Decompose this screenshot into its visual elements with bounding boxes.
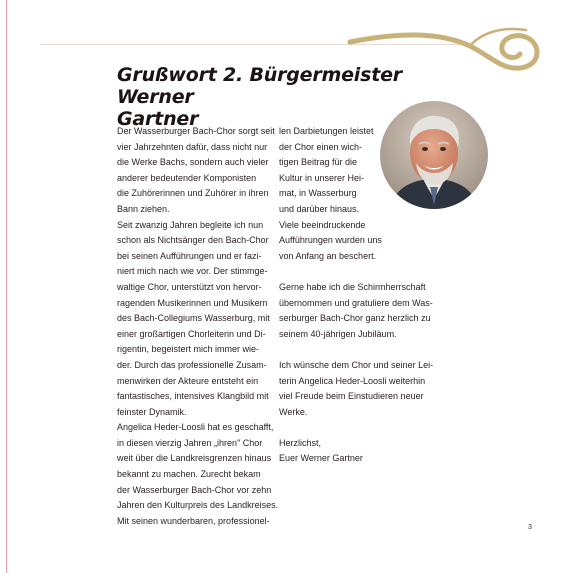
page-number: 3 (528, 524, 532, 531)
text-line: der Chor einen wich- (279, 141, 363, 152)
text-line: ragenden Musikerinnen und Musikern (117, 297, 268, 308)
text-line: waltige Chor, unterstützt von hervor- (117, 281, 262, 292)
text-line: die Werke Bachs, sondern auch vieler (117, 157, 269, 168)
text-line: von Anfang an beschert. (279, 250, 377, 261)
text-line: bekannt zu machen. Zurecht bekam (117, 469, 261, 480)
text-line: der. Durch das professionelle Zusam- (117, 359, 267, 370)
text-line: Kultur in unserer Hei- (279, 172, 365, 183)
text-line: und darüber hinaus. (279, 203, 360, 214)
text-line: Jahren den Kulturpreis des Landkreises. (117, 500, 279, 511)
text-line: Seit zwanzig Jahren begleite ich nun (117, 219, 264, 230)
paragraph-gap (279, 420, 429, 436)
title-line-2: Gartner (117, 108, 199, 130)
text-line: übernommen und gratuliere dem Was- (279, 297, 433, 308)
text-line: in diesen vierzig Jahren „ihren" Chor (117, 437, 263, 448)
text-line: des Bach-Collegiums Wasserburg, mit (117, 313, 270, 324)
text-line: Angelica Heder-Loosli hat es geschafft, (117, 422, 274, 433)
text-line: bei seinen Aufführungen und er fazi- (117, 250, 262, 261)
text-line: feinster Dynamik. (117, 406, 187, 417)
text-line: mat, in Wasserburg (279, 188, 357, 199)
portrait-photo (380, 101, 488, 209)
text-line: terin Angelica Heder-Loosli weiterhin (279, 375, 426, 386)
page-title (117, 64, 437, 130)
text-line: rigentin, begeistert mich immer wie- (117, 344, 260, 355)
left-text-column (117, 124, 279, 529)
title-line-1: Grußwort 2. Bürgermeister Werner (117, 64, 402, 108)
text-line: weit über die Landkreisgrenzen hinaus (117, 453, 272, 464)
text-line: fantastisches, intensives Klangbild mit (117, 391, 269, 402)
text-line: Viele beeindruckende (279, 219, 366, 230)
text-line: anderer bedeutender Komponisten (117, 172, 257, 183)
text-line: menwirken der Akteure entsteht ein (117, 375, 259, 386)
text-line: die Zuhörerinnen und Zuhörer in ihren (117, 188, 269, 199)
portrait-icon (380, 101, 488, 209)
text-line: Ich wünsche dem Chor und seiner Lei- (279, 359, 434, 370)
closing-greeting: Herzlichst, (279, 437, 322, 448)
text-line: Der Wasserburger Bach-Chor sorgt seit (117, 126, 275, 136)
paragraph-gap (279, 342, 429, 358)
text-line: einer großartigen Chorleiterin und Di- (117, 328, 266, 339)
text-line: Mit seinen wunderbaren, professionel- (117, 515, 270, 526)
text-line: tigen Beitrag für die (279, 157, 358, 168)
text-line: Werke. (279, 406, 308, 417)
text-line: vier Jahrzehnten dafür, dass nicht nur (117, 141, 268, 152)
text-line: Gerne habe ich die Schirmherrschaft (279, 281, 426, 292)
text-line: seinem 40-jährigen Jubiläum. (279, 328, 397, 339)
text-line: Bann ziehen. (117, 203, 170, 214)
closing-signature: Euer Werner Gartner (279, 453, 363, 464)
text-line: niert mich nach wie vor. Der stimmge- (117, 266, 268, 277)
text-line: serburger Bach-Chor ganz herzlich zu (279, 313, 431, 324)
text-line: len Darbietungen leistet (279, 126, 374, 136)
text-line: der Wasserburger Bach-Chor vor zehn (117, 484, 272, 495)
text-line: viel Freude beim Einstudieren neuer (279, 391, 424, 402)
page-edge-line (6, 0, 7, 573)
text-line: Aufführungen wurden uns (279, 235, 382, 246)
paragraph-gap (279, 264, 429, 280)
text-line: schon als Nichtsänger den Bach-Chor (117, 235, 269, 246)
